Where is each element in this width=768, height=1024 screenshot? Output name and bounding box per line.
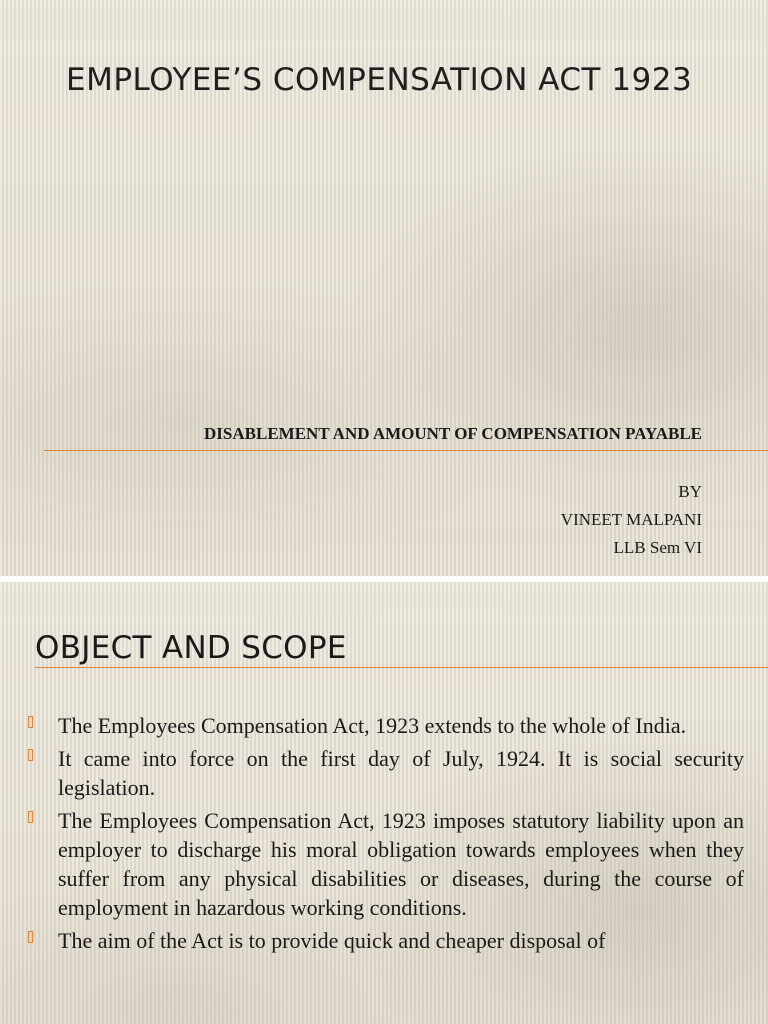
section-title-divider [35, 667, 768, 668]
bullet-icon [28, 716, 33, 728]
list-item [22, 806, 744, 922]
presentation-title: EMPLOYEE’S COMPENSATION ACT 1923 [66, 62, 693, 98]
bullet-icon [28, 931, 33, 943]
list-item [22, 926, 744, 955]
bullet-text: The aim of the Act is to provide quick and cheaper disposal of [58, 928, 606, 953]
bullet-icon [28, 811, 33, 823]
list-item [22, 711, 744, 740]
bullet-text: The Employees Compensation Act, 1923 extends to the whole of India. [58, 713, 687, 738]
section-title: OBJECT AND SCOPE [35, 630, 347, 666]
author-block [561, 478, 702, 562]
subtitle-divider [44, 450, 768, 451]
bullet-text: The Employees Compensation Act, 1923 imposes statutory liability upon an employer to discharge his moral obligation towards employees when they suffer from any physical disabilities or diseases, during the course of employment in hazardous working conditions. [58, 808, 744, 920]
bullet-text: It came into force on the first day of July, 1924. It is social security legislation. [58, 746, 744, 800]
presentation-subtitle: DISABLEMENT AND AMOUNT OF COMPENSATION PAYABLE [204, 424, 702, 443]
author-by-line: BY [678, 482, 702, 501]
list-item [22, 744, 744, 802]
author-name: VINEET MALPANI [560, 510, 702, 529]
bullet-list [22, 711, 744, 959]
author-course: LLB Sem VI [613, 538, 702, 557]
bullet-icon [28, 749, 33, 761]
